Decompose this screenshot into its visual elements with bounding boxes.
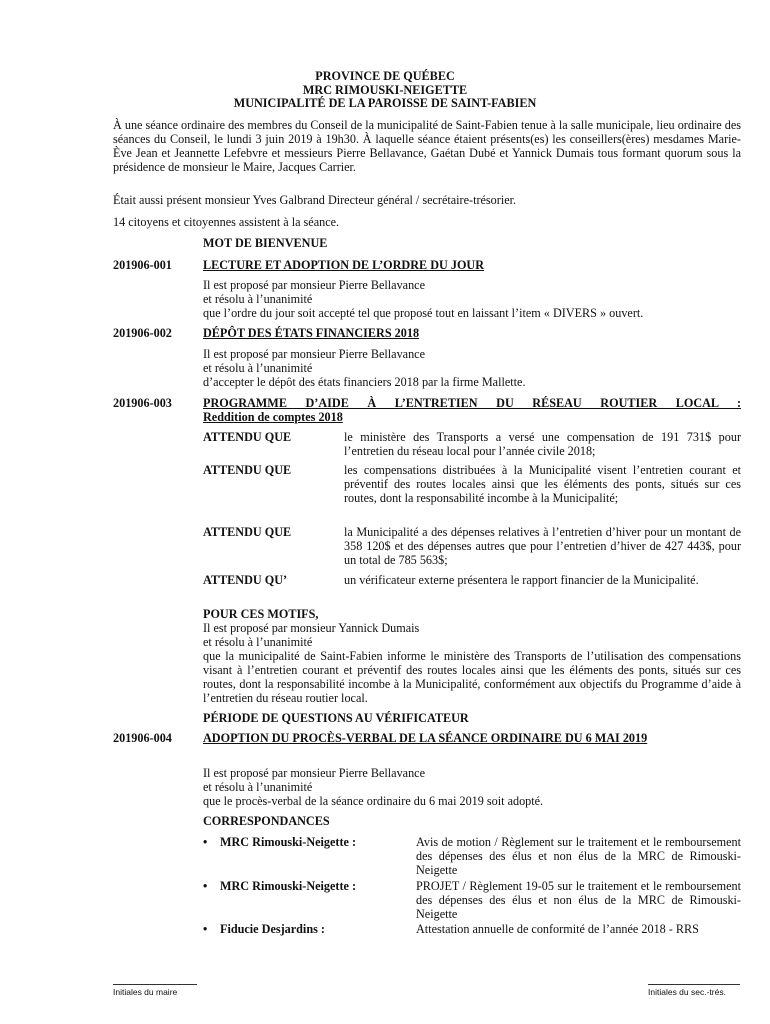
whereas-label: ATTENDU QUE (203, 430, 292, 444)
header-province: PROVINCE DE QUÉBEC (315, 69, 455, 83)
resolution-title: ADOPTION DU PROCÈS-VERBAL DE LA SÉANCE ORDINAIRE DU 6 MAI 2019 (203, 731, 648, 745)
correspondence-description: Avis de motion / Règlement sur le traitement et le remboursement des dépenses des élus et non élus de la MRC de Rimouski-Neigette (416, 835, 741, 877)
whereas-text: un vérificateur externe présentera le rapport financier de la Municipalité. (344, 573, 699, 587)
correspondence-sender: • Fiducie Desjardins : (203, 922, 325, 936)
resolution-number: 201906-003 (113, 396, 172, 410)
resolution-text: d’accepter le dépôt des états financiers 2018 par la firme Mallette. (203, 375, 526, 389)
resolution-text: que le procès-verbal de la séance ordinaire du 6 mai 2019 soit adopté. (203, 794, 544, 808)
whereas-label: ATTENDU QU’ (203, 573, 288, 587)
correspondence-description: Attestation annuelle de conformité de l’année 2018 - RRS (416, 922, 699, 936)
whereas-text: les compensations distribuées à la Municipalité visent l’entretien courant et préventif des routes locales ainsi que les éléments des ponts, situés sur ces routes, dont la responsabilité incombe à la Municipalité; (344, 463, 741, 505)
resolution-proposer: Il est proposé par monsieur Yannick Dumais (203, 621, 420, 635)
resolution-unanimity: et résolu à l’unanimité (203, 780, 313, 794)
secretary-initials-label: Initiales du sec.-trés. (648, 987, 726, 997)
resolution-proposer: Il est proposé par monsieur Pierre Bellavance (203, 766, 426, 780)
whereas-text: le ministère des Transports a versé une compensation de 191 731$ pour l’entretien du réseau local pour l’année civile 2018; (344, 430, 741, 458)
director-paragraph: Était aussi présent monsieur Yves Galbrand Directeur général / secrétaire-trésorier. (113, 193, 517, 207)
correspondence-heading: CORRESPONDANCES (203, 814, 330, 828)
resolution-unanimity: et résolu à l’unanimité (203, 361, 313, 375)
resolution-title: PROGRAMME D’AIDE À L’ENTRETIEN DU RÉSEAU ROUTIER LOCAL : (203, 396, 741, 410)
correspondence-sender: • MRC Rimouski-Neigette : (203, 835, 356, 849)
document-header (0, 70, 770, 111)
resolution-unanimity: et résolu à l’unanimité (203, 292, 313, 306)
resolution-proposer: Il est proposé par monsieur Pierre Bellavance (203, 347, 426, 361)
resolution-unanimity: et résolu à l’unanimité (203, 635, 313, 649)
resolution-text: que l’ordre du jour soit accepté tel que proposé tout en laissant l’item « DIVERS » ouvert. (203, 306, 644, 320)
attendance-paragraph: 14 citoyens et citoyennes assistent à la séance. (113, 215, 340, 229)
resolution-number: 201906-001 (113, 258, 172, 272)
header-municipality: MUNICIPALITÉ DE LA PAROISSE DE SAINT-FABIEN (233, 96, 537, 110)
resolution-title: DÉPÔT DES ÉTATS FINANCIERS 2018 (203, 326, 420, 340)
resolution-number: 201906-004 (113, 731, 172, 745)
whereas-label: ATTENDU QUE (203, 463, 292, 477)
resolution-number: 201906-002 (113, 326, 172, 340)
resolution-title: LECTURE ET ADOPTION DE L’ORDRE DU JOUR (203, 258, 485, 272)
whereas-text: la Municipalité a des dépenses relatives à l’entretien d’hiver pour un montant de 358 120$ et des dépenses autres que pour l’entretien d’hiver de 427 443$, pour un total de 785 563$; (344, 525, 741, 567)
header-mrc: MRC RIMOUSKI-NEIGETTE (302, 82, 468, 97)
resolution-text: que la municipalité de Saint-Fabien informe le ministère des Transports de l’utilisation des compensations visant à l’entretien courant et préventif des routes locales ainsi que les éléments des ponts, situés sur ces routes, dont la responsabilité incombe à la Municipalité, conformément aux objectifs du Programme d’aide à l’entretien du réseau routier local. (203, 649, 741, 705)
resolution-subtitle: Reddition de comptes 2018 (203, 410, 343, 424)
intro-paragraph: À une séance ordinaire des membres du Conseil de la municipalité de Saint-Fabien tenue à la salle municipale, lieu ordinaire des séances du Conseil, le lundi 3 juin 2019 à 19h30. À laquelle séance étaient présents(es) les conseillers(ères) mesdames Marie-Ève Jean et Jeannette Lefebvre et messieurs Pierre Bellavance, Gaétan Dubé et Yannick Dumais tous formant quorum sous la présidence de monsieur le Maire, Jacques Carrier. (113, 118, 741, 174)
correspondence-sender: • MRC Rimouski-Neigette : (203, 879, 356, 893)
welcome-heading: MOT DE BIENVENUE (203, 236, 328, 250)
motifs-heading: POUR CES MOTIFS, (203, 607, 319, 621)
mayor-initials-label: Initiales du maire (113, 987, 178, 997)
questions-heading: PÉRIODE DE QUESTIONS AU VÉRIFICATEUR (203, 711, 469, 725)
correspondence-description: PROJET / Règlement 19-05 sur le traitement et le remboursement des dépenses des élus et non élus de la MRC de Rimouski-Neigette (416, 879, 741, 921)
whereas-label: ATTENDU QUE (203, 525, 292, 539)
resolution-proposer: Il est proposé par monsieur Pierre Bellavance (203, 278, 426, 292)
